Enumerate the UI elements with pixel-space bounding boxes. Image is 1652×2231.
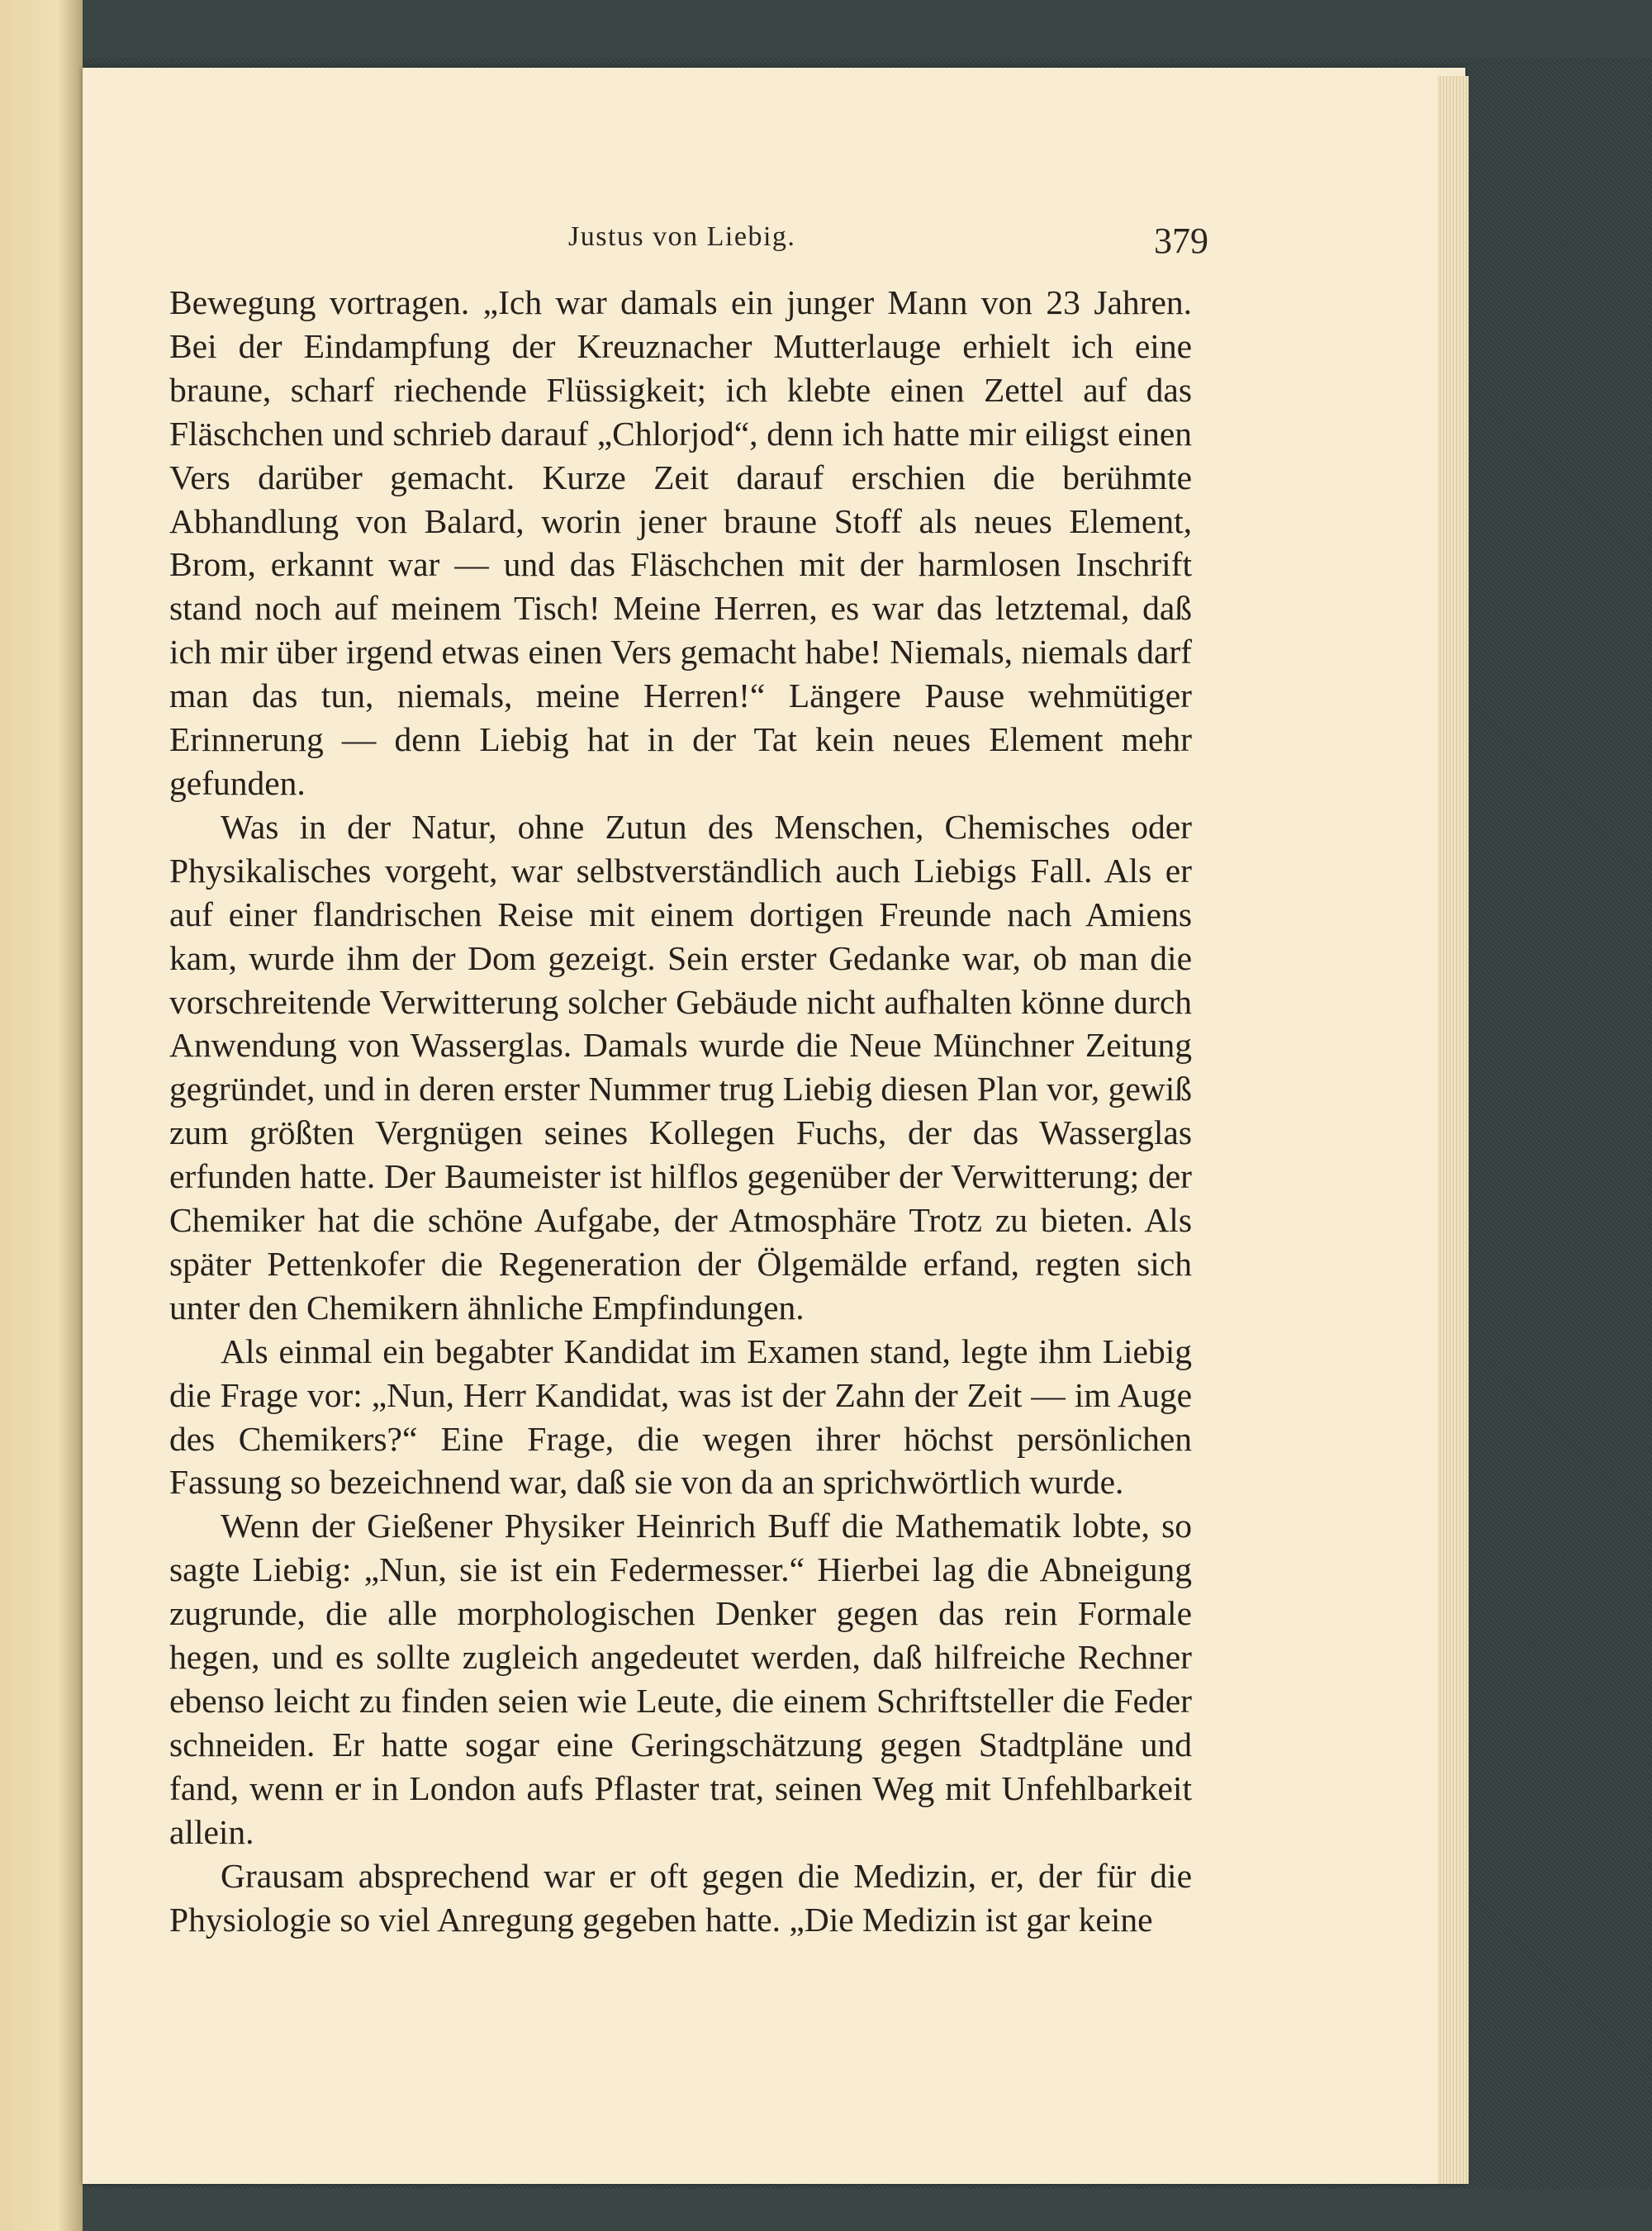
book-cover-bottom xyxy=(83,2189,1652,2231)
body-text xyxy=(169,281,1192,1941)
running-head xyxy=(0,221,1652,271)
facing-page-edge xyxy=(0,0,83,2231)
page-number: 379 xyxy=(1154,221,1208,261)
running-title: Justus von Liebig. xyxy=(568,221,796,252)
page-stack-edges xyxy=(1437,76,1469,2184)
book-cover-top xyxy=(83,0,1652,58)
paragraph: Grausam absprechend war er oft gegen die Medizin, er, der für die Physiologie so viel Anregung gegeben hatte. „Die Medizin ist gar keine xyxy=(169,1856,1192,1939)
paragraph: Was in der Natur, ohne Zutun des Menschen, Chemisches oder Physikalisches vorgeht, war selbstverständlich auch Liebigs Fall. Als er auf einer flandrischen Reise mit einem dortigen Freunde nach Amiens kam, wurde ihm der Dom gezeigt. Sein erster Gedanke war, ob man die vorschreitende Verwitterung solcher Gebäude nicht aufhalten könne durch Anwendung von Wasserglas. Damals wurde die Neue Münchner Zeitung gegründet, und in deren erster Nummer trug Liebig diesen Plan vor, gewiß zum größten Vergnügen seines Kollegen Fuchs, der das Wasserglas erfunden hatte. Der Baumeister ist hilflos gegenüber der Verwitterung; der Chemiker hat die schöne Aufgabe, der Atmosphäre Trotz zu bieten. Als später Pettenkofer die Regeneration der Ölgemälde erfand, regten sich unter den Chemikern ähnliche Empfindungen. xyxy=(169,807,1192,1327)
paragraph: Bewegung vortragen. „Ich war damals ein junger Mann von 23 Jahren. Bei der Eindampfung der Kreuznacher Mutterlauge erhielt ich eine braune, scharf riechende Flüssigkeit; ich klebte einen Zettel auf das Fläschchen und schrieb darauf „Chlorjod“, denn ich hatte mir eiligst einen Vers darüber gemacht. Kurze Zeit darauf erschien die berühmte Abhandlung von Balard, worin jener braune Stoff als neues Element, Brom, erkannt war — und das Fläschchen mit der harmlosen Inschrift stand noch auf meinem Tisch! Meine Herren, es war das letztemal, daß ich mir über irgend etwas einen Vers gemacht habe! Niemals, niemals darf man das tun, niemals, meine Herren!“ Längere Pause wehmütiger Erinnerung — denn Liebig hat in der Tat kein neues Element mehr gefunden. xyxy=(169,283,1192,802)
paragraph: Als einmal ein begabter Kandidat im Examen stand, legte ihm Liebig die Frage vor: „Nun, Herr Kandidat, was ist der Zahn der Zeit — im Auge des Chemikers?“ Eine Frage, die wegen ihrer höchst persönlichen Fassung so bezeichnend war, daß sie von da an sprichwörtlich wurde. xyxy=(169,1331,1192,1502)
paragraph: Wenn der Gießener Physiker Heinrich Buff die Mathematik lobte, so sagte Liebig: „Nun, sie ist ein Federmesser.“ Hierbei lag die Abneigung zugrunde, die alle morphologischen Denker gegen das rein Formale hegen, und es sollte zugleich angedeutet werden, daß hilfreiche Rechner ebenso leicht zu finden seien wie Leute, die einem Schriftsteller die Feder schneiden. Er hatte sogar eine Geringschätzung gegen Stadtpläne und fand, wenn er in London aufs Pflaster trat, seinen Weg mit Unfehlbarkeit allein. xyxy=(169,1507,1192,1851)
